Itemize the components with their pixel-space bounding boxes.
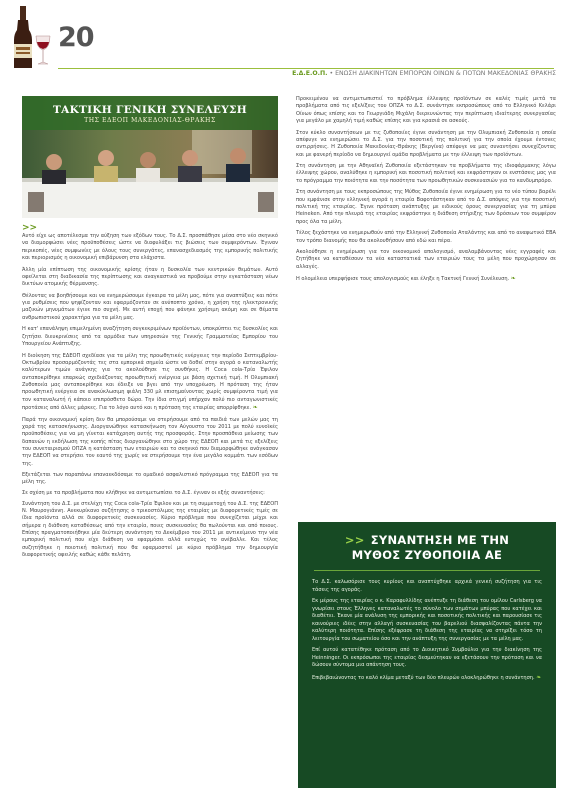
right-paragraph-3: Στη συνάντηση με την Αθηναϊκή Ζυθοποιία εξετάστηκαν τα προβλήματα της ιδιοφάρμακης λόγω έλλειψης χώρου, αναλύθηκε η εμπορική και ποσοτική πολιτική και εκφράστηκαν οι ενστάσεις μας για το πρόγραμμα την ποιότητα και την ποσότητα των προωθητικών συσκευασιών για το κανδυμπρόρο.: [296, 163, 556, 184]
org-full-name: ΕΝΩΣΗ ΔΙΑΚΙΝΗΤΩΝ ΕΜΠΟΡΩΝ ΟΙΝΩΝ & ΠΟΤΩΝ ΜΑΚΕΔΟΝΙΑΣ ΘΡΑΚΗΣ: [335, 70, 556, 77]
box-title: ΣΥΝΑΝΤΗΣΗ ΜΕ ΤΗΝ: [370, 533, 510, 547]
leaf-icon: ❧: [510, 275, 516, 283]
left-paragraph-9: Συνάντηση του Δ.Σ. με στελέχη της Coca cola-Τρία Έψιλον και με τη συμμετοχή του Δ.Σ. της ΕΔΕΟΠ Ν. Μαυρογιάννη. Ανεκυρίκανο συζήτησης ο τρικοστόλιμος της εταιρίας με διαφορετικές τιμές σε ίδια προϊόντα αλλά σε διαφορετικές συσκευασίες. Κύριο πρόβλημα που συνεχίζεται μέχρι και σήμερα η διάθεση καταθέσεως από την εταιρία, ποιες συσκευασίες θα πωλούνται και από ποιους. Επίσης πραγματοποιήθηκε μία δεύτερη συνάντηση το Δεκέμβριο του 2011 με αντικείμενο την νέα εμπορική πολιτική που είχε διάθεση να εφαρμόσει αλλά ευτυχώς το ανέβαλλε. Και τέλος συζητήθηκε η ποιοτική πολιτική που θα εφαρμοστεί με κύριο πρόβλημα την δημιουργία διαφορετικής οφειλής καθώς κάθε πελάτη.: [22, 500, 278, 558]
photo-subtitle: ΤΗΣ ΕΔΕΟΠ ΜΑΚΕΔΟΝΙΑΣ-ΘΡΑΚΗΣ: [84, 117, 216, 124]
box-divider: [314, 570, 540, 571]
leaf-icon: ❧: [536, 674, 542, 682]
box-arrows: >>: [344, 533, 365, 547]
wine-bottle-and-glass-icon: [6, 6, 52, 70]
box-paragraph-4: [312, 674, 542, 683]
box-body: [298, 579, 556, 683]
left-paragraph-8: Σε σχέση με τα προβλήματα που κλήθηκε να αντιμετωπίσει το Δ.Σ. έγιναν οι εξής συναντήσεις:: [22, 489, 265, 496]
left-paragraph-4: Η κατ' επανάληψη επιμελημένη αναζήτηση συγκεκριμένων προϊόντων, υποκρύπτει τις δυσκολίες και ζητήσει διευκρινίσεις από τα αρμόδια των υπηρεσιών της Γενικής Γραμματείας Εμπορίου του Υπουργείου Ανάπτυξης.: [22, 326, 278, 348]
header-organization: [292, 70, 556, 77]
left-paragraph-5-text: Η διοίκηση της ΕΔΕΟΠ σχεδίασε για τα μέλη της προωθητικές ενέργειες την περίοδο Σεπτεμβρίου-Οκτωβρίου προσαρμόζοντάς τες στα εμπορικά σημεία ώστε να δοθεί στην αγορά ο καταναλωτής καλύτερων τιμών ανάγκης για το ακολούθησε τις συνθήκες. Η Coca cola-Τρία Έψιλον ανταποκρίθηκε επαρκώς σχεδιάζοντας προωθητική ενέργεια με βάση σχετική τιμή. Η Ολυμπιακή Ζυθοποιία μας ανταποκρίθηκε και έδειξε να βγει από την υποχρέωση. Η πρόταση της ήταν προωθητική ενέργεια σε ανακύκλωσιμη φιάλη 330 μλ επισημαίνοντας χωρίς συμφέροντα τιμή για τον καταναλωτή ή κάποιο επιπρόσθετο δώρο. Την ίδια στιγμή υπήρχαν πολύ πιο ανταγωνιστικές προτάσεις από άλλες μάρκες. Για το λόγο αυτό και η πρόταση της εταιρίας απορρίφθηκε.: [22, 352, 278, 411]
photo-title: ΤΑΚΤΙΚΗ ΓΕΝΙΚΗ ΣΥΝΕΛΕΥΣΗ: [53, 104, 247, 116]
header-divider: [58, 68, 554, 69]
assembly-photo: [22, 96, 278, 218]
box-paragraph-2: Εκ μέρους της εταιρίας ο κ. Καραφυλλίδης ανέπτυξε τη διάθεση του ομίλου Carlsberg να γνωρίσει στους Έλληνες καταναλωτές το σύνολο των σημάτων μπύρας που κατέχει και διαθέτει. Έκανε μία ανάλυση της εμπορικής και ποσοτικής πολιτικής και παρουσίασε τις καινούριες ιδέες στην αλλαγή συσκευασίας του βαρελιού διασφαλίζοντας πάντα την καλύτερη ποιότητα. Επίσης εξέφρασε τη διάθεση της εταιρίας να στηρίξει τόσο τη λειτουργία του σωματείου όσο και την ανάπτυξη της συνεργασίας με τα μέλη μας.: [312, 598, 542, 642]
box-title-line: [298, 533, 556, 547]
box-heading: [298, 522, 556, 562]
right-paragraph-4: Στη συνάντηση με τους εκπροσώπους της Μύθος Ζυθοποιία έγινε ενημέρωση για το νέο τύπου βαρέλι που εμφάνισε στην ελληνική αγορά η εταιρία Βαφοτάστηκαν από το Δ.Σ. απόψεις για την ποσοτική πολιτική της εταιρίας. Έγινε πρόταση ανάπτυξης με ειδικούς όρους συνεργασίας για τη μπύρα Heineken. Από την πλευρά της εταιρίας εκφράστηκε η διάθεση στήριξης των δρόσεων του συμφέρον πρoς όλα τα μέλη.: [296, 189, 556, 225]
right-paragraph-7-text: Η ολομέλεια υπερψήφισε τους απολογισμούς και έληξε η Τακτική Γενική Συνέλευση.: [296, 276, 510, 283]
box-paragraph-1: Το Δ.Σ. καλωσόρισε τους κυρίους και αναπτύχθηκε αρχικά γενική συζήτηση για τις τάσεις της αγοράς.: [312, 579, 542, 593]
left-paragraph-5: [22, 353, 278, 413]
meeting-sidebar-box: [298, 522, 556, 788]
right-column: [296, 96, 556, 288]
photo-caption: [22, 104, 278, 124]
right-paragraph-5: Τέλος ξεχάστηκε να ενημερωθούν από την Ελληνική Ζυθοποιία Αταλάντης και από το αναφωτικό ΕΒΑ τον τρόπο διανομής που θα ακολουθήσουν από εδώ και πέρα.: [296, 230, 556, 244]
org-abbreviation: Ε.Δ.Ε.Ο.Π.: [292, 70, 328, 77]
box-paragraph-4-text: Επιβεβαιώνοντας το καλό κλίμα μεταξύ των δύο πλευρών ολοκληρώθηκε η συνάντηση.: [312, 675, 535, 682]
right-paragraph-6: Ακολούθησε η ενημέρωση για τον οικονομικό απολογισμό, αναλαμβάνοντας νέες εγγραφές και ζητήθηκε να καταθέσουν τα νέα καταστατικά των εταιριών τους τα μέλη που προχώρησαν σε αλλαγές.: [296, 249, 556, 270]
box-subtitle: ΜΥΘΟΣ ΖΥΘΟΠΟΙΙΑ ΑΕ: [351, 548, 503, 562]
right-paragraph-2: Στον κύκλο συναντήσεων με τις ζυθοποιίες έγινε συνάντηση με την Ολυμπιακή Ζυθοποιία η οποία απέφυγε να ενημερώσει το Δ.Σ. για την ποσοτική της πολιτική για την οποία έχουμε έντονες αντιρρήσεις. Η Ζυθοποιία Μακεδονίας-Θράκης (Βεργίνα) απέφυγε να μας συναντήσει συνεχίζοντας και με φανερή περίοδο να δημιουργεί ομάδα προβλήματα με την έλλειψη των προϊόντων.: [296, 129, 556, 158]
left-paragraph-6: Παρά την οικονομική κρίση δεν θα μπορούσαμε να στερήσουμε από τα παιδιά των μελών μας τη χαρά της κατασκήνωσης. Διοργανώθηκε κατασκήνωση τον Αύγουστο του 2011 με πολύ ευνοϊκές προϋποθέσεις για να μη γίνεται κατάχρηση αυτής της προσφοράς. Στην προσπάθεια μείωσης των δαπανών η εκδήλωση της κοπής πίτας διοργανώθηκε στο χώρο της ΕΔΕΟΠ και μετά τις εξελίξεις του συνεταιρισμού ΟΠΖΑ η κατάσταση των εταιριών και το σκηνικό που διαμορφώθηκε ανάγκασαν την ΕΔΕΟΠ να στερήσει τον εαυτό της χωρίς να στερήσουμε την ένα μεγάλο κομμάτι των εσόδων της.: [22, 416, 278, 467]
box-paragraph-3: Επί αυτού κατατέθηκε πρόταση από το Διοικητικό Συμβούλιο για την διακίνηση της Heinninger. Οι εκπρόσωποι της εταιρίας δεσμεύτηκαν να εξετάσουν την πρόταση και να δώσουν σύντομα μια απάντηση τους.: [312, 647, 542, 669]
leaf-icon: ❧: [252, 403, 258, 411]
right-paragraph-7: [296, 275, 556, 283]
left-paragraph-1: Αυτό είχε ως αποτέλεσμα την αύξηση των εξόδων τους. Το Δ.Σ. προσπάθησε μέσα στο νέο σκηνικό να διαμορφώσει νέες προϋποθέσεις ώστε να διαφυλάξει τις βιώσεις των συμφερόντων. Έγιναν περικοπές, νέες συμφωνίες με όλους τους συνεργάτες, επανασχεδιασμός της εμπορικής πολιτικής και περιορισμός η οικονομική επιβάρυνση στα ελάχιστα.: [22, 233, 278, 262]
page-number: 20: [58, 22, 94, 53]
right-paragraph-1: Προκειμένου να αντιμετωπιστεί το πρόβλημα έλλειψης προϊόντων σε καλές τιμές μετά τα προβλήματα από τις εξελίξεις του ΟΠΖΑ το Δ.Σ. συνάντησε εκπροσώπους από το Ελληνικό Κελάρι Οίνων όπως επίσης και το Γεωργιάδη Μιχάλη διερευνώντας την περίπτωση ιδιαίτερης συνεργασίας για μεγάλο με χαμηλή τιμή καθώς επίσης και για κρασιά σε ασκούς.: [296, 96, 556, 125]
org-bullet: •: [329, 70, 334, 77]
left-column: [22, 96, 278, 563]
left-paragraph-7: Εξετάζεται των παραπάνω επαναεκδόσαμε το ομαδικό ασφαλιστικό πρόγραμμα της ΕΔΕΟΠ για τα μέλη της.: [22, 472, 278, 486]
left-paragraph-3: Θέλοντας να βοηθήσουμε και να ενημερώσουμε έγκαιρα τα μέλη μας, πότε για αναπτύξεις και πότε για ρυθμίσεις που ψηφίζονταν και εφαρμόζονταν σε ανύποπτο χρόνο, η χρήση της ηλεκτρονικής μαζικών μηνυμάτων έγινε πιο συχνή. Με αυτή εποχή που φάνηκε χρήσιμη ακόμη και σε θέματα ανθρωπιστικού χαρακτήρα για τα μέλη μας.: [22, 292, 278, 321]
left-paragraph-2: Άλλη μία επίπτωση της οικονομικής κρίσης ήταν η δυσκολία των κεντρικών θεμάτων. Αυτό οφείλεται στη διαδικασία της περίπτωσης και αναγκαστικά να προβούμε στην εγκατάσταση νέων δικτύων ατομικής θέρμανσης.: [22, 266, 278, 288]
section-arrows: >>: [22, 223, 38, 233]
